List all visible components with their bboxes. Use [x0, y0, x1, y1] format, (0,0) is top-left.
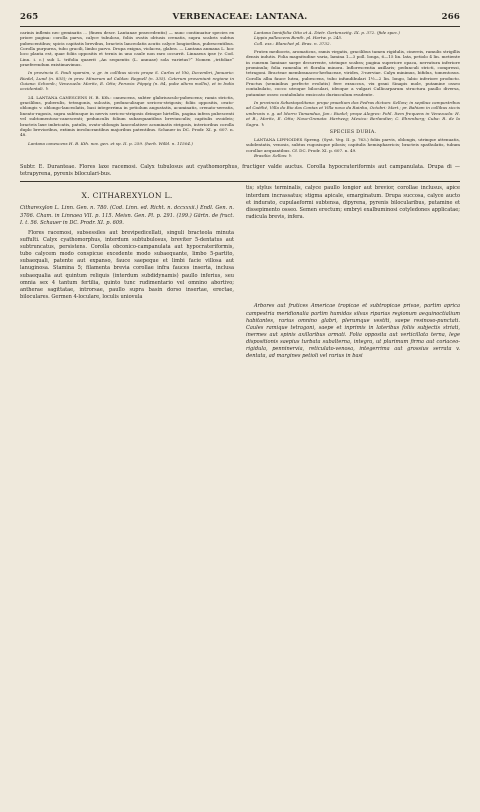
- header-rule: [20, 26, 460, 27]
- top-columns: [20, 30, 460, 158]
- species-dubia-heading: SPECIES DUBIA.: [329, 128, 377, 135]
- species-24-name: 24. LANTANA CANESCENS H. B. Kth.:: [28, 94, 112, 100]
- dubious-species-locality: Brasilia: Sellow. ♄: [254, 152, 293, 158]
- bottom-columns: [20, 185, 460, 475]
- book-page: [20, 12, 460, 788]
- genus-description-tail: tis; stylus terminalis, calyce paullo longior aut brevior, corollae inclusus, apice interdum incrassatus; stigma apicale, emarginatum. Drupa succosa, calyce aucto et indurato, cupulaeformi subtensa, dipyrena, pyrenis bilocularibus, putamine et dissepimento osseo. Semen erectum; embryi exalbuminosi cotyledones applicatae; radicula brevis, infera.: [246, 185, 460, 220]
- species-24: [20, 95, 234, 138]
- running-title: VERBENACEAE: LANTANA.: [172, 12, 308, 22]
- locality-paragraph: In provincia S. Pauli sparsim, v. gr. in collibus siccis prope S. Carlos et Ytú, Decembri, Januario: Riedel, Lund (n. 835); in prov. Minarum ad Caldas: Regnell (n. 335). Ceterum proveniunt regione in Guiana: Schomb.; Venezuela: Moritz, E. Otto; Peruvia: Pöppig (n. 84, pube altera mollis), et in India occidentali. ♄: [20, 70, 234, 92]
- subtribe-note-4: Drupa di — tetrapyrena, pyrenis biloculari-bus.: [20, 164, 460, 177]
- genus-left-column: [20, 185, 234, 475]
- left-page-number: 265: [20, 12, 39, 22]
- left-column: [20, 30, 234, 158]
- dubious-species: [246, 137, 460, 153]
- genus-heading: X. CITHAREXYLON L.: [81, 191, 173, 201]
- subtribe-note: [20, 164, 460, 177]
- genus-habit: Arbores aut frutices Americae tropicae et subtropicae privae, partim aprica campestria meridionalia partim humidas silvas riparias regionum aequinoctialium habitantes, rarius omnino glabri, plerumque vestiti, saepe resinoso-punctati. Caules ramique tetragoni, saepe et inprimis in lateribus foliis subjectis striati, inermes aut spinis axillaribus armati. Folia opposita aut verticillata terna, lege dispositionis saepius turbata subalterna, integra, ut plurimum firma aut coriaceo-rigidula, penninervia, reticulato-venosa, integerrima aut grossius serrata v. dentata, ad margines petioli vel rarius in basi: [246, 303, 460, 360]
- running-header: [20, 12, 460, 24]
- description-continued: carinis inflexis nec geminatis ... (finem descr. Lantanae praecedentis) — nunc continuatur species ex priore pagina: corolla parva, calyce tubuloso, foliis ovatis obtusis crenatis, supra scabris subtus pubescentibus; spicis capitatis brevibus, bracteis lanceolatis acutis calyce longioribus, pubescentibus. Corolla purpurea, tubo gracili, limbo parvo. Drupa exigua, violacea, glabra. — Lantana anmana L. hoc loco planta est, quae foliis oppositis et ternis in uno caule non raro occurrit. Linnaeus ipse (v. Cod. Linn. i. c.) sub L. trifolia quaerit „An sequentis (L. annuae) sola varietas?“ Nomen „trifoliae“ praeferendum existimavimus.: [20, 30, 234, 68]
- genus-right-column: [246, 185, 460, 475]
- species-24-diagnosis: canescens, subter glabriusculo-pubescens; ramis strictis, gracilibus, puberulis, tetragonis, sulcatis, pedunculisque sericeo-strigosis; foliis oppositis, ovato-oblongis v. oblongo-lanceolatis, basi integerrima in petiolum angustatis, acuminatis, crenato-serratis, lineato-rugosis, supra subtusque in nervis sericeo-strigosis deinque hirtellis, pagina infera pubescenti vel subtomentoso-canescenti; pedunculis folium subaequantibus breviusculis; capitulis ovoideis; bracteis laxe imbricatis, patulis, ovato-oblongis lanceolatisve acuminatis strigosis, interioribus corolla duplo brevioribus, extimis involucrantibus majoribus patentibus. Schauer in DC. Prodr. XI. p. 607. n. 48.: [20, 94, 234, 138]
- collection-exsiccata: Coll. exs.: Blanchet pl. Bras. n. 3732.: [254, 40, 331, 46]
- dubious-species-name: LANTANA LIPPIOIDES Spreng. (Syst. Veg. II. p. 763.): [254, 136, 369, 142]
- right-page-number: 266: [441, 12, 460, 22]
- subtribe-note-3: Corolla hypocrateriformis aut campanulata.: [306, 164, 425, 171]
- species-description: Frutex mediocris, aromaticus, ramis virgatis, gracilibus tamen rigidulis, cinereis, ramulis strigillis densis indutis. Folia magnitudine varia, lamina 1—3 poll. longa, 6—15 lin. lata, petiolo 4 lin. metiente in cuneum laminae saepe decurrente, utrinque scabra; pagina superiore opaca, nervatura inferiore prominula; folia ramealia et floralia minora. Inflorescentia axillaris; pedunculi stricti, compressi, tetragoni. Bracteae membranaceo-herbaceae, virides, 3-nerviae. Calyx minimus, bifidus, tomentosus. Corolla alba fauce lutea, pubescens, tubo infundibulari 1½—2 lin. longo, labio inferiore producto. Fructus (seminibus perfecte evolutis) fere exsuccus, vix grani Sinapis mole, putamine osseo contabulato, cocco utroque biloculari, ideoque a vulgari Callicarparum structura paullo diversa, putamine osseo contabulato exsiccato duriusculum evadente.: [246, 49, 460, 97]
- right-column: [246, 30, 460, 158]
- subtribe-note-1: Subtr. E. Duranteae. Flores laxe racemosi.: [20, 164, 138, 171]
- genus-description-continued: [246, 185, 460, 297]
- species-24-synonym: Lantana canescens H. B. Kth. nov. gen. et sp. II. p. 259. (herb. Willd. n. 11504.): [28, 140, 193, 146]
- synonym-1: Lantana lamiifolia Otto et A. Dietr. Gartenzeitg. IX. p. 372. (fide spec.): [254, 30, 400, 35]
- subtribe-note-2: Calyx tubulosus aut cyathomorphus, fructiger valde auctus.: [140, 164, 304, 171]
- synonym-2: Lippia pallescens Benth. pl. Hartw. p. 245.: [254, 35, 343, 41]
- locality-paragraph-right: In provincia Sebastopolitana: prope praedium dos Pedras dictum: Sellow; in sepibus campestribus ad Caéthé, Villa do Rio das Contas et Villa nova da Rainha, Octobri: Mart.; pr. Bahiam in collibus siccis umbrosis v. g. ad Morro Tamandua, Jan.: Riedel; prope Alegres: Pohl. Item frequens in Venezuela: H. et B., Moritz, E. Otto; Nova-Granata: Hartweg; Mexico: Berlandier, C. Ehrenberg; Cuba: R. de la Sagra. ♄: [246, 100, 460, 127]
- genus-synonymy: Citharexylon L. Linn. Gen. n. 780. (Cod. Linn. ed. Richt. n. dccxxxii.) Endl. Gen. n. 3706. Cham. in Linnaea VII. p. 115. Meisn. Gen. Pl. p. 291. (199.) Gärtn. de fruct. I. t. 56. Schauer in DC. Prodr. XI. p. 609.: [20, 205, 234, 226]
- dubious-species-diagnosis: foliis parvis, oblongis, utrinque attenuatis, subdentatis, venosis, subtus rugosisque pilosis; capitulis hemisphaericis; bracteis spathulatis, tubum corollae aequantibus. Cf. DC. Prodr. XI. p. 607. n. 49.: [246, 136, 460, 153]
- section-rule: [20, 181, 460, 182]
- genus-description: Flores racemosi, subsessiles aut brevipedicellati, singuli bracteola minuta suffulti. Calyx cyathomorphus, interdum subtubulosus, breviter 5-dentatus aut subtruncatus, persistens. Corolla obconico-campanulata aut hypocrateriformis, tubo calycem modo conspicue excedente modo subaequante, limbo 5-partito, subaequali, patente aut expanso, fauce saepeque et limbi facie villosa aut lanuginosa. Stamina 5; filamenta brevia corollae infra fauces inserta, inclusa subaequalia aut quintum reliquis (interdum subdidynamis) paullo inferius, seu omnia sex 4 tantum fertilia, quinto tunc rudimentario vel omnino abortivo; antherae sagittatae, introrsae, paullo supra basin dorso insertae, erectae, biloculares. Germen 4-loculare, loculis uniovula: [20, 229, 234, 300]
